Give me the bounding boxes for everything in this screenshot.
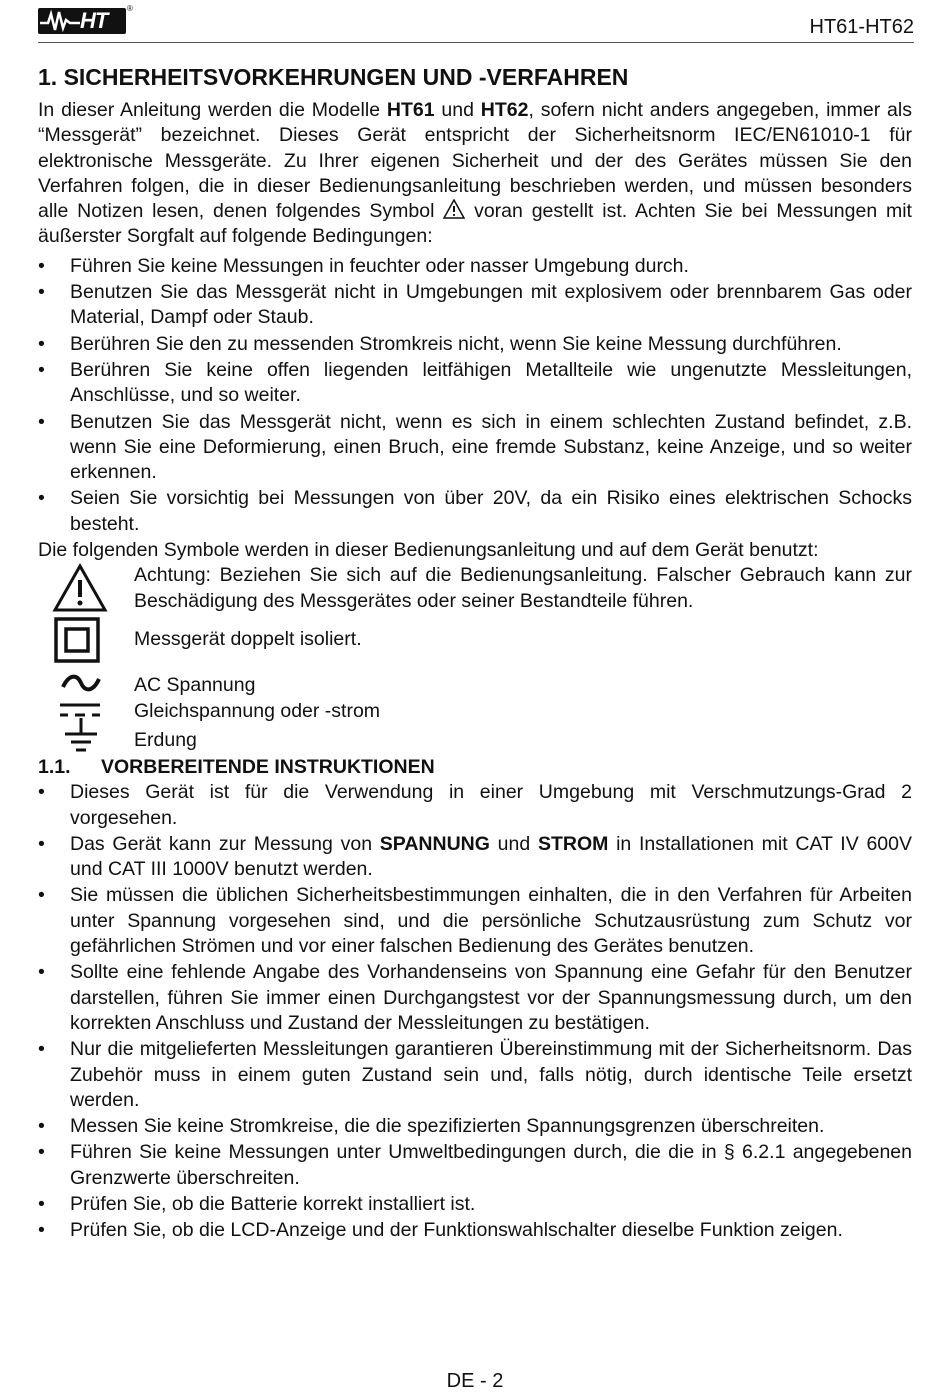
bullet-icon: • — [38, 410, 45, 433]
bullet-icon: • — [38, 281, 45, 304]
symbol-dc-row: Gleichspannung oder -strom — [38, 699, 912, 724]
bullet-icon: • — [38, 832, 45, 855]
intro-paragraph: In dieser Anleitung werden die Modelle HT61 und HT62, sofern nicht anders angegeben, immer als “Messgerät” bezeichnet. Dieses Gerät entspricht der Sicherheitsnorm IEC/EN61010-1 für elektronische Messgeräte. Zu Ihrer eigenen Sicherheit und der des Gerätes müssen Sie den Verfahren folgen, die in dieser Bedienungsanleitung beschrieben werden, und müssen besonders alle Notizen lesen, denen folgendes Symbol voran gestellt ist. Achten Sie bei Messungen mit äußerster Sorgfalt auf folgende Bedingungen: — [38, 99, 912, 248]
bullet-icon: • — [38, 1192, 45, 1215]
page-header — [38, 6, 914, 43]
safety-list — [38, 254, 912, 537]
symbol-warning-row: Achtung: Beziehen Sie sich auf die Bedienungsanleitung. Falscher Gebrauch kann zur Beschädigung des Messgerätes oder seiner Bestandteile führen. — [38, 563, 912, 625]
bullet-icon: • — [38, 1219, 45, 1242]
list-item: • Führen Sie keine Messungen unter Umweltbedingungen durch, die die in § 6.2.1 angegebenen Grenzwerte überschreiten. — [38, 1141, 912, 1189]
list-item: • Benutzen Sie das Messgerät nicht in Umgebungen mit explosivem oder brennbarem Gas oder Material, Dampf oder Staub. — [38, 281, 912, 329]
list-item: • Dieses Gerät ist für die Verwendung in einer Umgebung mit Verschmutzungs-Grad 2 vorgesehen. — [38, 781, 912, 829]
list-item: • Berühren Sie keine offen liegenden leitfähigen Metallteile wie ungenutzte Messleitungen, Anschlüsse, und so weiter. — [38, 358, 912, 407]
bullet-icon: • — [38, 332, 45, 355]
ac-wave-icon — [60, 670, 102, 696]
symbol-double-insulated-row: Messgerät doppelt isoliert. — [38, 625, 912, 673]
list-item: • Sie müssen die üblichen Sicherheitsbestimmungen einhalten, die in den Verfahren für Arbeiten unter Spannung vorgesehen sind, und die persönliche Schutzausrüstung zum Schutz vor gefährlichen Strömen und vor einer falschen Bedienung des Gerätes benutzen. — [38, 884, 912, 958]
ht-logo: HT ® — [38, 8, 130, 36]
page-number: DE - 2 — [446, 1370, 504, 1392]
bullet-icon: • — [38, 884, 45, 907]
bullet-icon: • — [38, 358, 45, 381]
list-item: • Führen Sie keine Messungen in feuchter oder nasser Umgebung durch. — [38, 254, 912, 279]
list-item: • Nur die mitgelieferten Messleitungen garantieren Übereinstimmung mit der Sicherheitsnorm. Das Zubehör muss in einem guten Zustand sein und, falls nötig, durch identische Teile ersetzt werden. — [38, 1038, 912, 1111]
list-item: • Benutzen Sie das Messgerät nicht, wenn es sich in einem schlechten Zustand befindet, z.B. wenn Sie eine Deformierung, einen Bruch, eine fremde Substanz, keine Anzeige, und so weiter erkennen. — [38, 410, 912, 484]
bullet-icon: • — [38, 781, 45, 804]
list-item: • Prüfen Sie, ob die Batterie korrekt installiert ist. — [38, 1192, 912, 1217]
section-title: 1. SICHERHEITSVORKEHRUNGEN UND -VERFAHREN — [38, 64, 629, 90]
list-item: • Messen Sie keine Stromkreise, die die spezifizierten Spannungsgrenzen überschreiten. — [38, 1114, 912, 1139]
double-insulation-icon — [54, 617, 100, 663]
list-item: • Prüfen Sie, ob die LCD-Anzeige und der Funktionswahlschalter dieselbe Funktion zeigen. — [38, 1218, 912, 1243]
warning-triangle-icon — [52, 563, 108, 613]
model-label: HT61-HT62 — [809, 16, 914, 38]
list-item: • Seien Sie vorsichtig bei Messungen von über 20V, da ein Risiko eines elektrischen Schocks besteht. — [38, 487, 912, 535]
document-body — [38, 62, 912, 1245]
bullet-icon: • — [38, 961, 45, 984]
list-item: • Berühren Sie den zu messenden Stromkreis nicht, wenn Sie keine Messung durchführen. — [38, 332, 912, 357]
symbol-ac-row: AC Spannung — [38, 673, 912, 698]
ground-icon — [62, 718, 100, 758]
warning-triangle-icon — [443, 199, 465, 219]
bullet-icon: • — [38, 1115, 45, 1138]
bullet-icon: • — [38, 1038, 45, 1061]
symbols-intro: Die folgenden Symbole werden in dieser Bedienungsanleitung und auf dem Gerät benutzt: — [38, 539, 819, 562]
bullet-icon: • — [38, 254, 45, 277]
list-item: • Das Gerät kann zur Messung von SPANNUNG und STROM in Installationen mit CAT IV 600V und CAT III 1000V benutzt werden. — [38, 832, 912, 881]
subsection-title: 1.1. VORBEREITENDE INSTRUKTIONEN — [38, 756, 435, 779]
list-item: • Sollte eine fehlende Angabe des Vorhandenseins von Spannung eine Gefahr für den Benutzer darstellen, führen Sie immer einen Durchgangstest vor der Spannungsmessung durch, um den korrekten Anschluss und Zustand der Messleitungen zu bestätigen. — [38, 961, 912, 1034]
preparatory-list — [38, 780, 912, 1243]
symbol-ground-row: Erdung — [38, 724, 912, 753]
bullet-icon: • — [38, 487, 45, 510]
logo-text: HT — [80, 8, 108, 33]
bullet-icon: • — [38, 1141, 45, 1164]
